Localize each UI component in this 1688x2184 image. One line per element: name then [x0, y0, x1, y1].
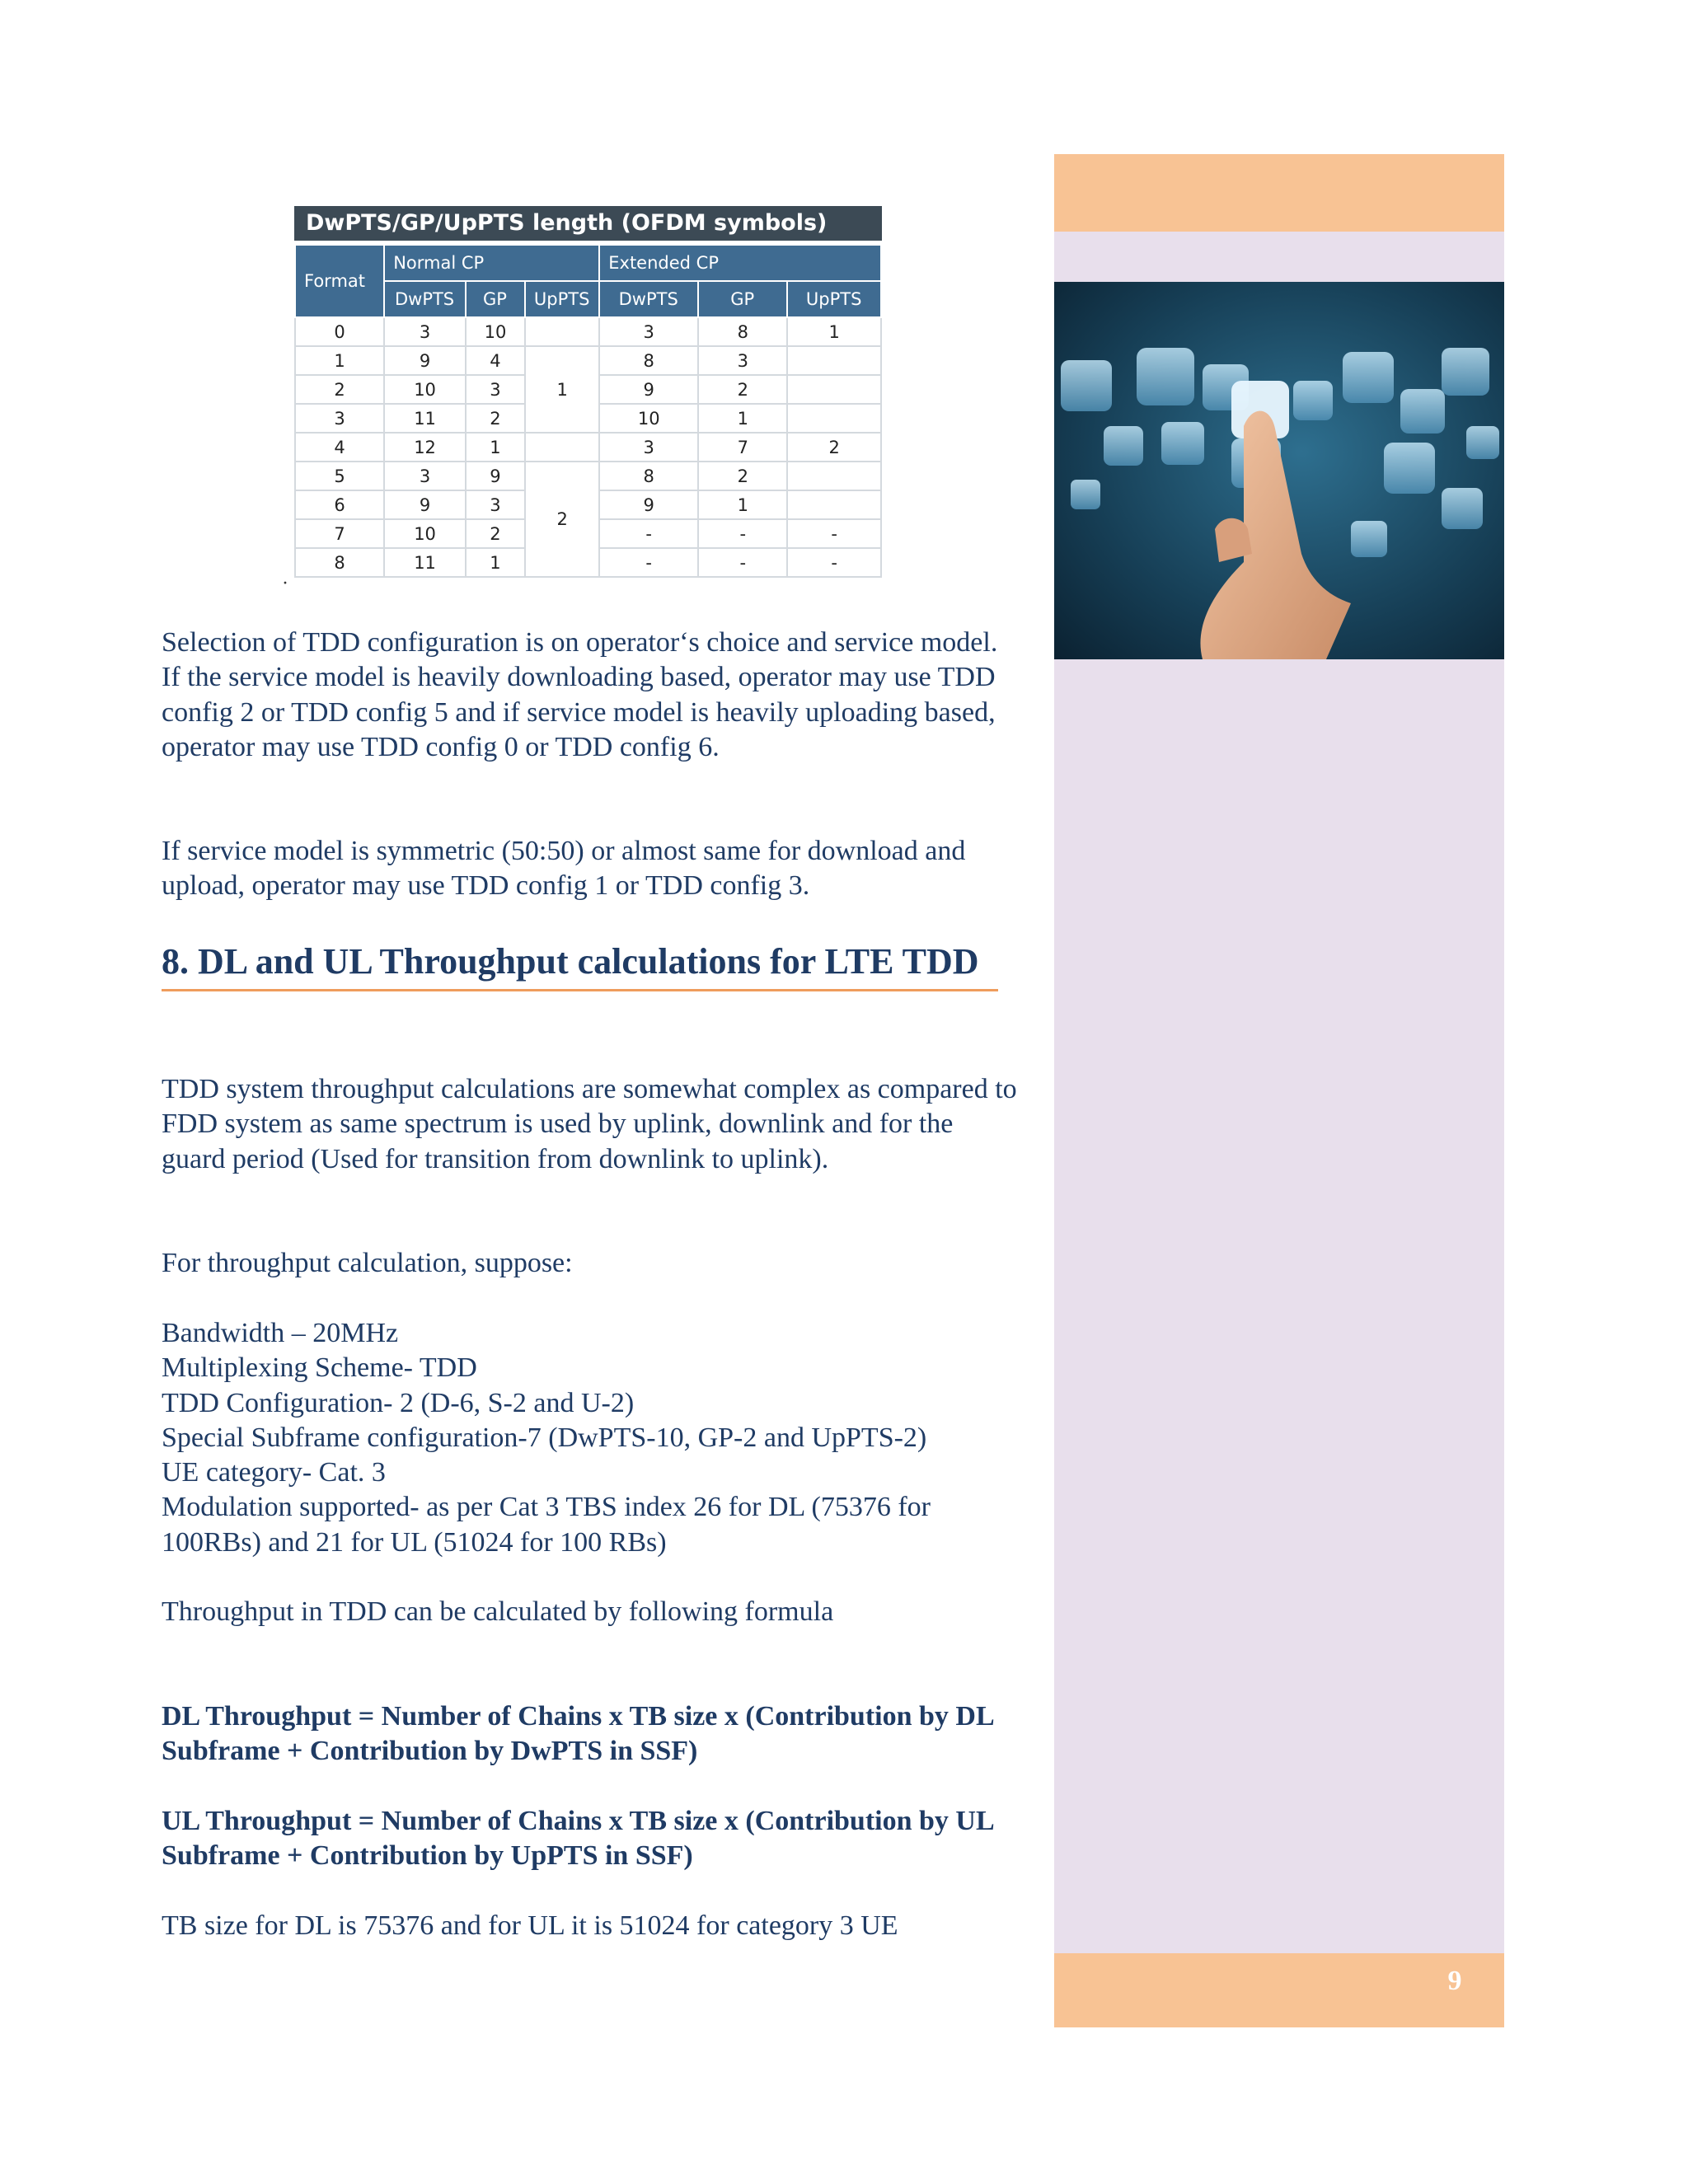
table-cell: -	[599, 519, 698, 548]
table-row	[295, 433, 881, 462]
table-cell: 3	[599, 317, 698, 346]
paragraph-text: TDD system throughput calculations are somewhat complex as compared to FDD system as same spectrum is used by uplink, downlink and for the guard period (Used for transition from downlink to uplink).	[162, 1074, 1017, 1174]
sub-header: GP	[698, 281, 787, 317]
table-cell: 10	[384, 375, 466, 404]
list-item: Multiplexing Scheme- TDD	[162, 1352, 477, 1384]
table-cell: 1	[295, 346, 384, 375]
sub-header: DwPTS	[384, 281, 466, 317]
table-cell: 7	[295, 519, 384, 548]
table-cell	[787, 404, 881, 433]
table-cell: 3	[698, 346, 787, 375]
table-cell: 1	[525, 346, 599, 433]
table-cell: 7	[698, 433, 787, 462]
table-row	[295, 346, 881, 375]
col-format: Format	[295, 245, 384, 317]
list-item: TDD Configuration- 2 (D-6, S-2 and U-2)	[162, 1387, 635, 1418]
table-cell: 2	[698, 462, 787, 490]
table-cell: 8	[599, 346, 698, 375]
table-cell: 1	[787, 317, 881, 346]
table-cell: 6	[295, 490, 384, 519]
table-cell: 12	[384, 433, 466, 462]
table-cell: 9	[599, 490, 698, 519]
table-cell	[787, 490, 881, 519]
table-cell: 2	[525, 462, 599, 577]
section-heading: 8. DL and UL Throughput calculations for LTE TDD	[162, 940, 998, 991]
sub-header: DwPTS	[599, 281, 698, 317]
paragraph-symmetric	[162, 834, 1019, 904]
table-row	[295, 317, 881, 346]
paragraph-tb-size	[162, 1909, 1019, 1943]
paragraph-text: If service model is symmetric (50:50) or almost same for download and upload, operator may use TDD config 1 or TDD config 3.	[162, 836, 966, 902]
list-item: Special Subframe configuration-7 (DwPTS-10, GP-2 and UpPTS-2)	[162, 1422, 927, 1453]
ofdm-symbols-table	[294, 206, 882, 578]
table-cell	[787, 346, 881, 375]
table-cell: 0	[295, 317, 384, 346]
table-cell: 9	[384, 346, 466, 375]
list-item: Modulation supported- as per Cat 3 TBS index 26 for DL (75376 for 100RBs) and 21 for UL (51024 for 100 RBs)	[162, 1492, 931, 1558]
paragraph-suppose	[162, 1246, 1019, 1281]
table-cell: -	[698, 548, 787, 577]
table-cell: 2	[466, 519, 525, 548]
table-cell: 11	[384, 548, 466, 577]
table-cell: 10	[599, 404, 698, 433]
table-title: DwPTS/GP/UpPTS length (OFDM symbols)	[294, 206, 882, 241]
table-cell: 3	[466, 375, 525, 404]
sub-header: UpPTS	[525, 281, 599, 317]
table-cell	[787, 462, 881, 490]
formula-dl	[162, 1699, 1019, 1769]
paragraph-text: Selection of TDD configuration is on operator‘s choice and service model. If the service model is heavily downloading based, operator may use TDD config 2 or TDD config 5 and if service model is heavily uploading based, operator may use TDD config 0 or TDD config 6.	[162, 627, 998, 762]
table-cell: 9	[384, 490, 466, 519]
sub-header: GP	[466, 281, 525, 317]
paragraph-formula-intro	[162, 1595, 1019, 1629]
sidebar-top-band	[1054, 154, 1504, 232]
table-cell: 4	[295, 433, 384, 462]
table-cell: 4	[466, 346, 525, 375]
list-item: Bandwidth – 20MHz	[162, 1318, 399, 1348]
table-cell: 2	[466, 404, 525, 433]
sub-header: UpPTS	[787, 281, 881, 317]
list-item: UE category- Cat. 3	[162, 1457, 386, 1488]
table-cell: 1	[698, 490, 787, 519]
table-cell: 2	[698, 375, 787, 404]
table-cell: -	[787, 548, 881, 577]
table-cell: 9	[599, 375, 698, 404]
table-cell: 11	[384, 404, 466, 433]
table-cell: 3	[466, 490, 525, 519]
table-cell: 10	[466, 317, 525, 346]
paragraph-tdd-selection	[162, 626, 1019, 765]
formula-ul	[162, 1804, 1019, 1874]
table-cell: 1	[698, 404, 787, 433]
table-cell: 1	[466, 433, 525, 462]
table-cell: 8	[599, 462, 698, 490]
table-cell: 10	[384, 519, 466, 548]
group-extended-cp: Extended CP	[599, 245, 881, 281]
table-cell	[787, 375, 881, 404]
touchscreen-hand-image	[1054, 282, 1504, 659]
table-cell: 5	[295, 462, 384, 490]
formula-text: UL Throughput = Number of Chains x TB size x (Contribution by UL Subframe + Contribution by UpPTS in SSF)	[162, 1806, 993, 1872]
table-row	[295, 462, 881, 490]
group-normal-cp: Normal CP	[384, 245, 599, 281]
table-cell: 3	[295, 404, 384, 433]
table-cell: 8	[698, 317, 787, 346]
table-cell: -	[787, 519, 881, 548]
paragraph-text: Throughput in TDD can be calculated by following formula	[162, 1596, 834, 1627]
paragraph-text: TB size for DL is 75376 and for UL it is 51024 for category 3 UE	[162, 1910, 898, 1941]
paragraph-text: For throughput calculation, suppose:	[162, 1248, 573, 1278]
table-cell: 3	[384, 317, 466, 346]
paragraph-tdd-complexity	[162, 1072, 1019, 1177]
table-cell: 3	[599, 433, 698, 462]
stray-bullet: ·	[282, 573, 288, 594]
formula-text: DL Throughput = Number of Chains x TB size x (Contribution by DL Subframe + Contribution by DwPTS in SSF)	[162, 1701, 993, 1767]
table-cell: 2	[787, 433, 881, 462]
table-cell: 2	[295, 375, 384, 404]
table-cell	[525, 317, 599, 346]
table-cell: 9	[466, 462, 525, 490]
table-cell: 1	[466, 548, 525, 577]
table-cell: -	[698, 519, 787, 548]
table-cell: -	[599, 548, 698, 577]
table-cell: 3	[384, 462, 466, 490]
table-cell: 8	[295, 548, 384, 577]
table-cell	[525, 433, 599, 462]
assumptions-list	[162, 1316, 1019, 1560]
page-number: 9	[1447, 1966, 1462, 1996]
